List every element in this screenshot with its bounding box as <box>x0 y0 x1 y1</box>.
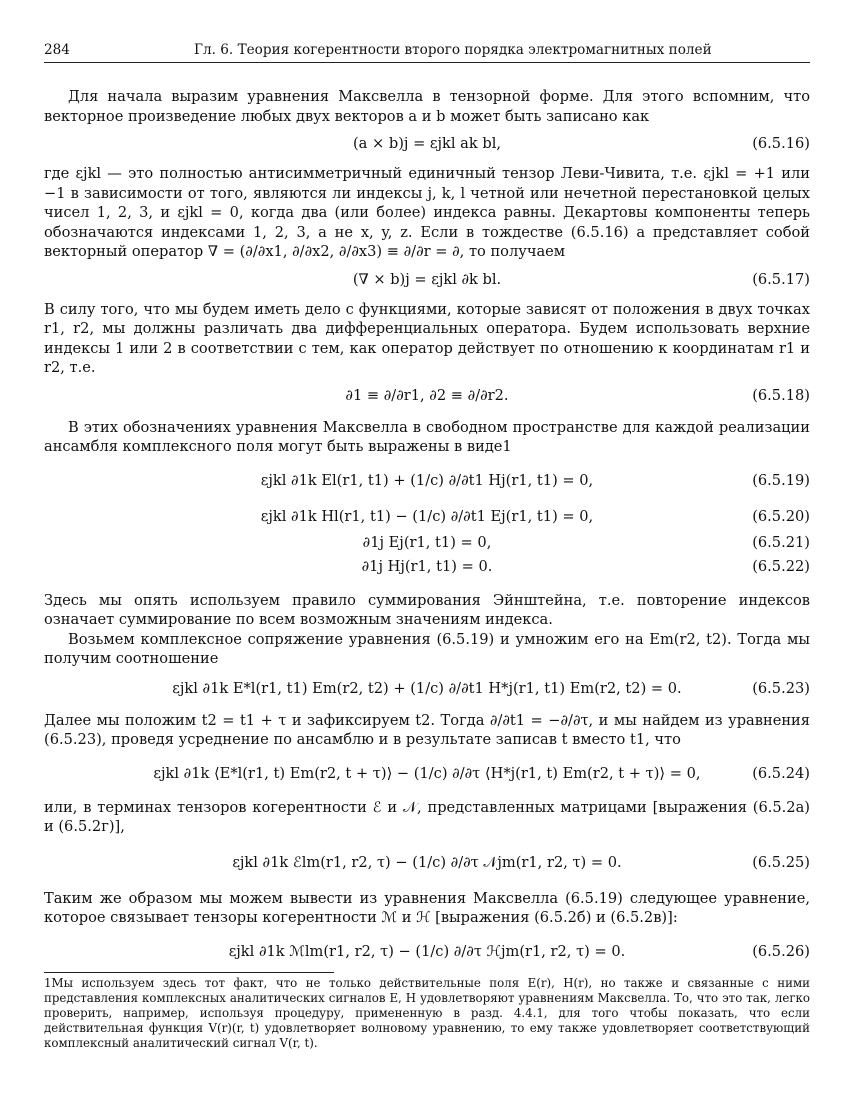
equation-6-5-24 <box>44 764 810 784</box>
equation-number: (6.5.21) <box>752 533 810 551</box>
paragraph-6: Возьмем комплексное сопряжение уравнения (6.5.19) и умножим его на Em(r2, t2). Тогда мы получим соотношение <box>44 630 810 667</box>
equation-6-5-26 <box>44 942 810 962</box>
equation-number: (6.5.22) <box>752 557 810 575</box>
equation-number: (6.5.20) <box>752 507 810 525</box>
equation-number: (6.5.26) <box>752 942 810 960</box>
equation-6-5-22 <box>44 557 810 577</box>
paragraph-1: Для начала выразим уравнения Максвелла в тензорной форме. Для этого вспомним, что векторное произведение любых двух векторов a и b может быть записано как <box>44 88 810 125</box>
equation-body: εjkl ∂1k ℰlm(r1, r2, τ) − (1/c) ∂/∂τ 𝒩jm(r1, r2, τ) = 0. <box>232 853 622 871</box>
running-header <box>44 40 810 63</box>
paragraph-7: Далее мы положим t2 = t1 + τ и зафиксируем t2. Тогда ∂/∂t1 = −∂/∂τ, и мы найдем из уравнения (6.5.23), проведя усреднение по ансамблю и в результате записав t вместо t1, что <box>44 711 810 748</box>
equation-body: (∇ × b)j = εjkl ∂k bl. <box>352 270 502 288</box>
footnote-rule <box>44 972 334 973</box>
running-title: Гл. 6. Теория когерентности второго порядка электромагнитных полей <box>194 42 712 58</box>
equation-number: (6.5.16) <box>752 135 810 152</box>
equation-body: ∂1j Hj(r1, t1) = 0. <box>361 557 493 575</box>
equation-6-5-16 <box>44 134 810 154</box>
equation-body: ∂1j Ej(r1, t1) = 0, <box>362 533 492 551</box>
equation-6-5-21 <box>44 533 810 553</box>
equation-6-5-19 <box>44 471 810 491</box>
equation-body: εjkl ∂1k El(r1, t1) + (1/c) ∂/∂t1 Hj(r1, t1) = 0, <box>260 471 594 489</box>
equation-6-5-20 <box>44 507 810 527</box>
paragraph-3: В силу того, что мы будем иметь дело с функциями, которые зависят от положения в двух точках r1, r2, мы должны различать два дифференциальных оператора. Будем использовать верхние индексы 1 или 2 в соответствии с тем, как оператор действует по отношению к координатам r1 и r2, т.е. <box>44 300 810 376</box>
equation-6-5-17 <box>44 270 810 290</box>
paragraph-5: Здесь мы опять используем правило суммирования Эйнштейна, т.е. повторение индексов означает суммирование по всем возможным значениям индекса. <box>44 591 810 628</box>
equation-number: (6.5.19) <box>752 471 810 489</box>
equation-body: ∂1 ≡ ∂/∂r1, ∂2 ≡ ∂/∂r2. <box>345 386 509 404</box>
footnote-1: 1Мы используем здесь тот факт, что не только действительные поля E(r), H(r), но также и связанные с ними представления комплексных аналитических сигналов E, H удовлетворяют уравнениям Максвелла. То, что это так, легко проверить, например, используя процедуру, примененную в разд. 4.4.1, для того чтобы показать, что если действительная функция V(r)(r, t) удовлетворяет волновому уравнению, то ему также удовлетворяет соответствующий комплексный аналитический сигнал V(r, t). <box>44 975 810 1051</box>
equation-6-5-18 <box>44 386 810 406</box>
equation-6-5-25 <box>44 853 810 873</box>
equation-body: εjkl ∂1k ⟨E*l(r1, t) Em(r2, t + τ)⟩ − (1/c) ∂/∂τ ⟨H*j(r1, t) Em(r2, t + τ)⟩ = 0, <box>153 764 701 782</box>
equation-number: (6.5.25) <box>752 853 810 871</box>
paragraph-4: В этих обозначениях уравнения Максвелла в свободном пространстве для каждой реализации ансамбля комплексного поля могут быть выражены в виде1 <box>44 418 810 455</box>
equation-number: (6.5.18) <box>752 386 810 404</box>
equation-number: (6.5.17) <box>752 270 810 288</box>
paragraph-9: Таким же образом мы можем вывести из уравнения Максвелла (6.5.19) следующее уравнение, которое связывает тензоры когерентности ℳ и ℋ [выражения (6.5.2б) и (6.5.2в)]: <box>44 889 810 926</box>
equation-body: εjkl ∂1k E*l(r1, t1) Em(r2, t2) + (1/c) ∂/∂t1 H*j(r1, t1) Em(r2, t2) = 0. <box>172 679 682 697</box>
page-number: 284 <box>44 42 70 58</box>
paragraph-8: или, в терминах тензоров когерентности ℰ и 𝒩, представленных матрицами [выражения (6.5.2а) и (6.5.2г)], <box>44 798 810 835</box>
equation-number: (6.5.23) <box>752 679 810 697</box>
equation-6-5-23 <box>44 679 810 699</box>
book-page <box>44 40 810 1052</box>
equation-body: εjkl ∂1k ℳlm(r1, r2, τ) − (1/c) ∂/∂τ ℋjm(r1, r2, τ) = 0. <box>228 942 626 960</box>
equation-body: (a × b)j = εjkl ak bl, <box>352 135 502 152</box>
equation-body: εjkl ∂1k Hl(r1, t1) − (1/c) ∂/∂t1 Ej(r1, t1) = 0, <box>260 507 594 525</box>
paragraph-2: где εjkl — это полностью антисимметричный единичный тензор Леви-Чивита, т.е. εjkl = +1 или −1 в зависимости от того, являются ли индексы j, k, l четной или нечетной перестановкой целых чисел 1, 2, 3, и εjkl = 0, когда два (или более) индекса равны. Декартовы компоненты теперь обозначаются индексами 1, 2, 3, а не x, y, z. Если в тождестве (6.5.16) a представляет собой векторный оператор ∇ = (∂/∂x1, ∂/∂x2, ∂/∂x3) ≡ ∂/∂r = ∂, то получаем <box>44 165 810 260</box>
equation-number: (6.5.24) <box>752 764 810 782</box>
